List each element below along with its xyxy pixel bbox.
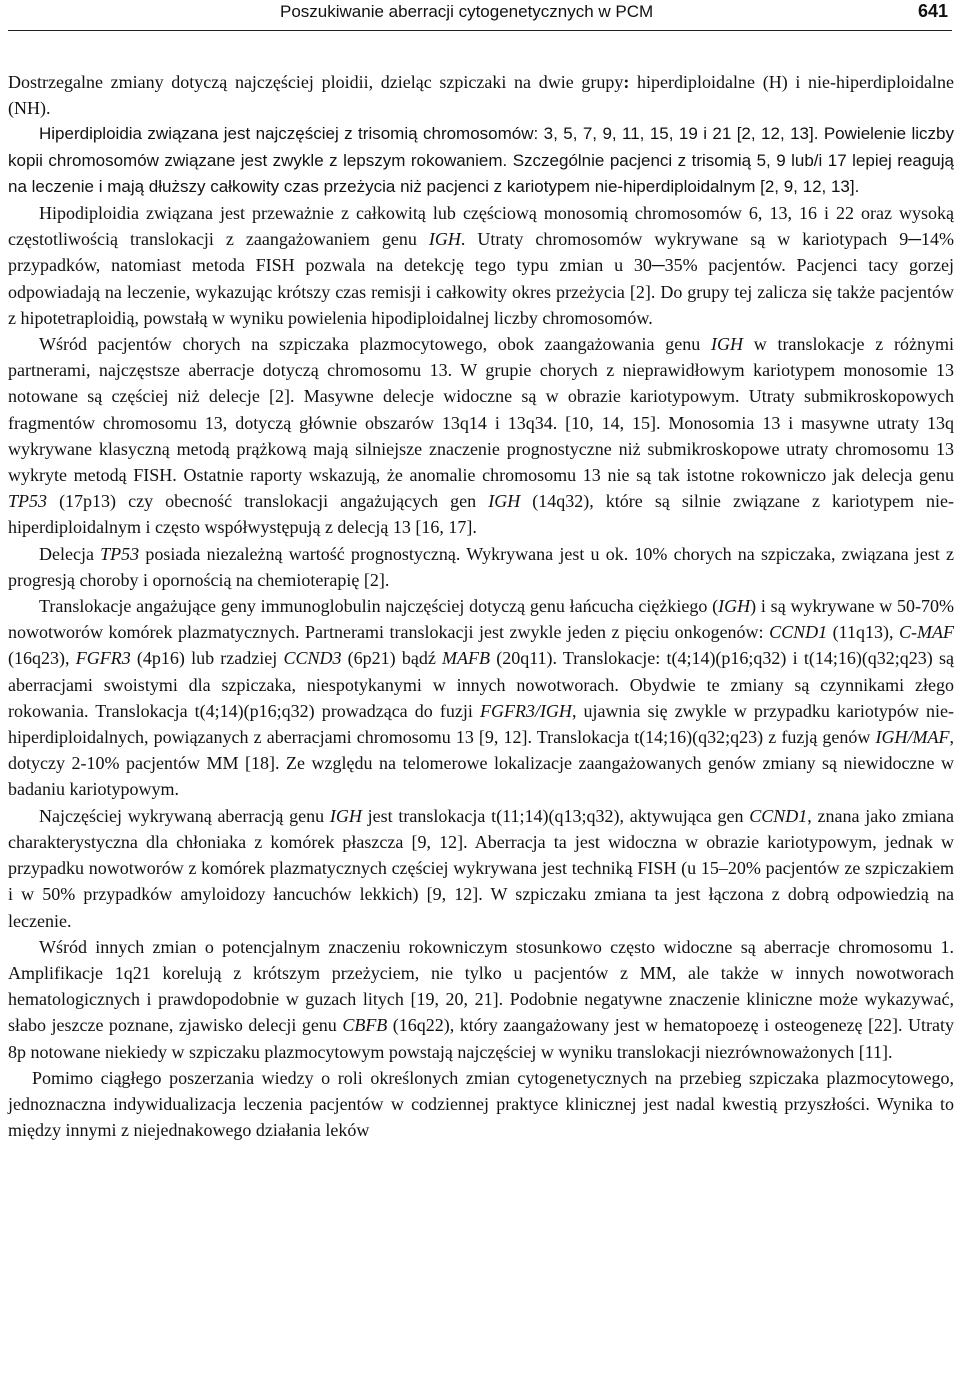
text-run: Hipodiploidia związana jest przeważnie z całkowitą lub częściową monosomią chromosomów 6, 13, 16 i 22 oraz wysoką częstotliwością translokacji z zaangażowaniem genu [8, 203, 954, 250]
gene-name: IGH [329, 805, 362, 826]
running-header [8, 0, 952, 31]
text-run: , znana jako zmiana charakterystyczna dla chłoniaka z komórek płaszcza [9, 12]. Aberracja ta jest widoczna w obrazie kariotypowym, jednak w przypadku nowotworów z komórek plazmatycznych częściej wykrywana jest techniką FISH (u 15–20% pacjentów ze szpiczakiem i w 50% przypadków amyloidozy łancuchów lekkich) [9, 12]. W szpiczaku zmiana ta jest łączona z dobrą odpowiedzią na leczenie. [8, 805, 954, 931]
paragraph-1 [8, 69, 954, 121]
text-run: ) i są wykrywane w 50-70% nowotworów komórek plazmatycznych. Partnerami translokacji jest zwykle jeden z pięciu onkogenów: [8, 596, 954, 643]
text-run: Pomimo ciągłego poszerzania wiedzy o roli określonych zmian cytogenetycznych na przebieg szpiczaka plazmocytowego, jednoznaczna indywidualizacja leczenia pacjentów w codziennej praktyce klinicznej jest nadal kwestią przyszłości. Wynika to między innymi z niejednakowego działania leków [8, 1067, 954, 1141]
paragraph-4 [8, 331, 954, 541]
text-run: (16q23), [8, 648, 76, 669]
text-run: w translokacje z różnymi partnerami, najczęstsze aberracje dotyczą chromosomu 13. W grupie chorych z nieprawidłowym kariotypem monosomie 13 notowane są częściej niż delecje [2]. Masywne delecje widoczne są w obrazie kariotypowym. Utraty submikroskopowych fragmentów chromosomu 13, dotyczą głównie obszarów 13q14 i 13q34. [10, 14, 15]. Monosomia 13 i masywne utraty 13q wykrywane klasyczną metodą prążkową mają silniejsze znaczenie prognostyczne niż submikroskopowe utraty chromosomu 13 wykryte metodą FISH. Ostatnie raporty wskazują, że anomalie chromosomu 13 nie są tak istotne rokowniczo jak delecja genu [8, 334, 954, 486]
gene-name: TP53 [8, 491, 48, 512]
page-number: 641 [917, 1, 948, 21]
text-run: . Utraty chromosomów wykrywane są w kariotypach 9─14% przypadków, natomiast metoda FISH pozwala na detekcję tego typu zmian u 30─35% pacjentów. Pacjenci tacy gorzej odpowiadają na leczenie, wykazując krótszy czas remisji i całkowity okres przeżycia [2]. Do grupy tej zalicza się także pacjentów z hipotetraploidią, powstałą w wyniku powielenia hipodiploidalnej liczby chromosomów. [8, 229, 954, 328]
text-run: Translokacje angażujące geny immunoglobulin najczęściej dotyczą genu łańcucha ciężkiego ( [39, 596, 719, 617]
gene-name: CCND1 [769, 622, 828, 643]
paragraph-6 [8, 593, 954, 803]
gene-name: CCND3 [283, 648, 342, 669]
text-run: Delecja [39, 543, 101, 564]
paragraph-3 [8, 200, 954, 331]
text-run: hiperdiploidalne (H) i nie-hiperdiploidalne (NH). [8, 72, 955, 119]
gene-name: IGH [711, 334, 744, 355]
gene-name: MAFB [442, 648, 491, 669]
gene-name: CCND1 [749, 805, 808, 826]
paragraph-7 [8, 803, 954, 934]
article-body [8, 69, 954, 1143]
running-title: Poszukiwanie aberracji cytogenetycznych w PCM [280, 2, 654, 21]
gene-name: CBFB [342, 1015, 388, 1036]
text-run: Dostrzegalne zmiany dotyczą najczęściej ploidii, dzieląc szpiczaki na dwie grupy [8, 72, 624, 92]
text-run: jest translokacja t(11;14)(q13;q32), aktywująca gen [361, 805, 750, 826]
gene-name: IGH [428, 229, 461, 250]
text-run: (17p13) czy obecność translokacji angażujących gen [47, 491, 489, 512]
text-run: (4p16) lub rzadziej [130, 648, 284, 669]
gene-name: FGFR3 [75, 648, 131, 669]
text-run: (16q22), który zaangażowany jest w hematopoezę i osteogenezę [22]. Utraty 8p notowane niekiedy w szpiczaku plazmocytowym powstają najczęściej w wyniku translokacji niezrównoważonych [11]. [8, 1015, 955, 1062]
text-run: (20q11). Translokacje: t(4;14)(p16;q32) i t(14;16)(q32;q23) są aberracjami swoistymi dla szpiczaka, niespotykanymi w innych nowotworach. Obydwie te zmiany są czynnikami złego rokowania. Translokacja t(4;14)(p16;q32) prowadząca do fuzji [8, 648, 955, 721]
text-run: , dotyczy 2-10% pacjentów MM [18]. Ze względu na telomerowe lokalizacje zaangażowanych genów zmiany są niewidoczne w badaniu kariotypowym. [8, 727, 954, 800]
gene-name: FGFR3/IGH [479, 700, 572, 721]
text-run: Najczęściej wykrywaną aberracją genu [39, 805, 330, 826]
paragraph-5 [8, 541, 954, 593]
paragraph-9 [8, 1065, 954, 1144]
text-run: posiada niezależną wartość prognostyczną. Wykrywana jest u ok. 10% chorych na szpiczaka, związana jest z progresją choroby i opornością na chemioterapię [2]. [8, 543, 954, 590]
text-run: , ujawnia się zwykle w przypadku kariotypów nie-hiperdiploidalnych, powiązanych z aberracjami chromosomu 13 [9, 12]. Translokacja t(14;16)(q32;q23) z fuzją genów [8, 700, 954, 748]
text-run: Wśród pacjentów chorych na szpiczaka plazmocytowego, obok zaangażowania genu [39, 334, 712, 355]
text-run: (14q32), które są silnie związane z kariotypem nie-hiperdiploidalnym i często współwystępują z delecją 13 [16, 17]. [8, 491, 954, 538]
gene-name: TP53 [100, 543, 140, 564]
paragraph-8 [8, 934, 954, 1065]
gene-name: IGH [488, 491, 521, 512]
paragraph-2 [8, 121, 954, 200]
text-run: : [623, 72, 630, 92]
text-run: (6p21) bądź [341, 648, 443, 669]
gene-name: C-MAF [899, 622, 954, 643]
text-run: Hiperdiploidia związana jest najczęściej z trisomią chromosomów: 3, 5, 7, 9, 11, 15, 19 i 21 [2, 12, 13]. Powielenie liczby kopii chromosomów związane jest zwykle z lepszym rokowaniem. Szczególnie pacjenci z trisomią 5, 9 lub/i 17 lepiej reagują na leczenie i mają dłuższy całkowity czas przeżycia niż pacjenci z kariotypem nie-hiperdiploidalnym [2, 9, 12, 13]. [8, 124, 954, 196]
text-run: Wśród innych zmian o potencjalnym znaczeniu rokowniczym stosunkowo często widoczne są aberracje chromosomu 1. Amplifikacje 1q21 korelują z krótszym przeżyciem, nie tylko u pacjentów z MM, ale także w innych nowotworach hematologicznych i prawdopodobnie w guzach litych [19, 20, 21]. Podobnie negatywne znaczenie kliniczne może wykazywać, słabo jeszcze poznane, zjawisko delecji genu [8, 936, 954, 1036]
gene-name: IGH/MAF [875, 727, 950, 748]
gene-name: IGH [718, 596, 751, 617]
text-run: (11q13), [827, 622, 900, 643]
